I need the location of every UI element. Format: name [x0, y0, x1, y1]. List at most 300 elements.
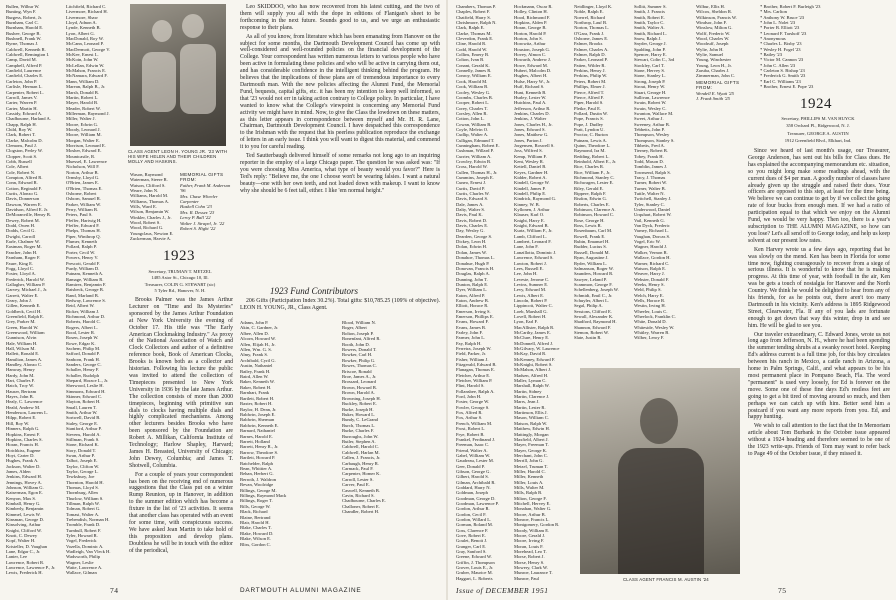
list-item: Kaiserman, Egon E.: [6, 490, 43, 496]
list-item: Byrne, Thomas J.: [6, 41, 39, 47]
list-item: Bowers, Donald T.: [342, 347, 377, 353]
list-item: Follansbee, Ralph A.: [456, 388, 495, 394]
list-item: Cotton, Reginald F.: [6, 185, 42, 191]
list-item: Norton, Arthur B.: [66, 169, 99, 175]
list-item: Robinson, Clarence A.: [574, 207, 616, 213]
list-item: Mattingly, Morgan: [514, 431, 549, 437]
list-item: Rowell, Frank E.: [574, 233, 606, 239]
secretary-address: 358 Orchard Pl., Ridgewood, N. J.: [786, 123, 850, 128]
list-item: Flanagan, Thomas E.: [456, 367, 495, 373]
list-item: Bartlett, Robert H.: [240, 395, 275, 401]
contributor-list-col4: [634, 4, 692, 364]
list-item: Cook, William B.: [456, 84, 489, 90]
list-item: Baird, Allen W.: [240, 374, 269, 380]
list-item: Meader, Robert W.: [66, 105, 101, 111]
list-item: Carver, Paul E.: [342, 482, 370, 488]
issue-date: Issue of DECEMBER 1951: [456, 586, 549, 595]
list-item: Cotton, John L.: [456, 116, 485, 122]
list-item: Plumer, Kenneth: [66, 239, 97, 245]
list-item: Dolan, James W.: [456, 249, 487, 255]
list-item: Gruber, Maurice M.: [456, 570, 493, 576]
list-item: Piper, Harold S.: [574, 100, 604, 106]
list-item: Hurley, Lester W.: [514, 94, 547, 100]
list-item: Cline, Harold R.: [456, 41, 487, 47]
list-item: Moore, Edwin G.: [66, 121, 99, 127]
list-item: Camp, David M.: [6, 57, 37, 63]
list-item: Horan, George B.: [514, 25, 547, 31]
list-item: Hood, Richmond F.: [514, 14, 551, 20]
list-item: Almy, Frank S.: [240, 352, 269, 358]
list-item: Pierce, Alfred T.: [574, 89, 605, 95]
list-item: Kimberly, Benjamin: [6, 506, 44, 512]
list-item: Healy, C. Lawrence: [6, 399, 43, 405]
list-item: O'Gara, Frank J.: [574, 30, 605, 36]
list-item: Fitzgerald, Edward B.: [456, 362, 497, 368]
list-item: Holley, Clinton H.: [514, 9, 548, 15]
treasurer-line: Treasurer, GEORGE A. AUSTIN: [787, 131, 849, 136]
list-item: Goodman, George D.: [456, 495, 496, 501]
list-item: Sanders, George C.: [66, 362, 102, 368]
list-item: Cummins, Joseph E.: [456, 175, 494, 180]
list-item: Raymond, Ira M.: [574, 148, 606, 154]
list-item: Archibald, Cyril G.: [240, 357, 276, 363]
list-item: Ford, John H.: [456, 394, 482, 400]
list-item: Stockley, Carl T.: [634, 62, 665, 68]
list-item: Lee, John H.: [514, 271, 538, 277]
list-item: Carmack, Paul F.: [342, 465, 374, 471]
list-item: Riley, Gerald E.: [574, 185, 604, 191]
list-item: Phillips, Elmer J.: [574, 84, 606, 90]
list-item: Bushee, George B.: [6, 30, 41, 36]
contributor-list-col5: [696, 4, 754, 84]
list-item: Watson, Ralph E.: [634, 265, 667, 271]
list-item: Buker, Howard L.: [342, 411, 376, 417]
list-item: Jones, Matthew G.: [514, 132, 549, 138]
list-item: Pletke, Paul E.: [574, 105, 602, 111]
list-item: Horton, Harold P.: [514, 30, 547, 36]
list-item: Frederick, Harold W.: [6, 276, 45, 282]
list-item: Sortwell, David B.: [66, 415, 101, 421]
paragraph: Our traveler extraordinary, C. Edward Jones, wrote us not long ago from Jefferson, N. H., where he had been spending the summer tending shrubs at a swanky resort hotel. Keeping Ed's address current is a full time job, for this boy circulates between his ranch in Mexico, a cattle ranch in Arizona, a home in Palm Springs, Calif., and what appears to be his most permanent place in Pompano Beach, Fla. The word "permanent" is used very loosely, for Ed is forever on the move. Some one of these fine days Ed's restless feet are going to get a bit tired of moving around so much, and then perhaps we can catch up with him. Better send him a postcard if you want any more reports from you. Ed, and happy hunting.: [748, 331, 890, 421]
list-item: Grey, Parker M.: [6, 319, 36, 325]
list-item: Wason, Raymond: [130, 172, 163, 177]
list-item: James, Alden: [6, 468, 31, 474]
paragraph: Brooks Palmer was the James Arthur Lecturer on "Time and Its Mysteries" sponsored by the James Arthur Foundation at New York University the evening of October 17. His title was "The Early American Clockmaking Industry." As proxy of the National Association of Watch and Clock Collectors and author of a definitive reference book, Book of American Clocks, Brooks is known both as a collector and historian. Following his lecture the public was invited to attend the collection of Timepieces presented to New York University in 1936 by the late James Arthur. The collection consists of more than 2000 timepieces, beginning with primitive sun dials to clocks having multiple dials and highly complicated mechanisms. Among other lecturers besides Brooks who have been sponsored by the Foundation are Robert A. Millikan, California Institute of Technology; Harlow Shapley, Harvard; James H. Breasted, University of Chicago; John Dewey, Columbia; and James T. Shotwell, Columbia.: [129, 297, 233, 469]
list-item: Geary, John J.: [6, 297, 32, 303]
list-item: Ryan, Augustine J.: [574, 255, 609, 261]
list-item: McMahon, Albert J.: [514, 367, 552, 373]
list-item: Cuneo, Ernest J.: [456, 180, 487, 186]
list-item: Marrs, Jean J.: [514, 399, 540, 405]
list-item: Hayes, John B.: [6, 394, 34, 400]
list-item: Youngclaus, Newton E.: [130, 230, 174, 236]
list-item: Knight, Edward B.: [514, 223, 549, 229]
list-item: Goddard, Harry N.: [456, 484, 491, 490]
list-item: McCarthy, James E.: [514, 329, 551, 335]
list-item: Redway, Lawrence S.: [66, 297, 107, 303]
list-item: Barrow, Theodore S.: [240, 449, 279, 455]
list-item: Ryder, William L.: [574, 260, 608, 266]
list-item: Butler, Stephen A.: [342, 438, 376, 444]
list-item: Williams, Harold M.: [130, 193, 169, 199]
list-item: Moore, Arthur B.: [514, 511, 546, 517]
list-item: Muessel, E. Lawrence: [66, 158, 107, 164]
list-item: Gordon, Willard L.: [456, 517, 492, 522]
list-item: Carleton, John P.: [6, 78, 38, 84]
list-item: MacDonald, Roy W.: [66, 36, 104, 42]
list-item: Fay, Ralph H.: [456, 340, 482, 346]
contributor-list-col1: [6, 4, 64, 582]
list-item: Cole, Albert: [6, 164, 29, 170]
list-item: Strout, Henry W.: [634, 84, 666, 90]
list-item: Blaine, Bertrand: [240, 514, 271, 520]
right-page: [448, 0, 896, 600]
list-item: Montgomery, Gordon R.: [514, 522, 560, 528]
list-item: Raisbeck, George B.: [66, 287, 104, 293]
list-item: Story, Donald T.: [66, 447, 97, 453]
list-item: Field, Parker, Jr.: [456, 351, 487, 357]
list-item: Sanborn, Frank H.: [66, 356, 100, 362]
list-item: Frankel, Ferdinand J.: [456, 436, 496, 442]
list-item: MacDermott, George V.: [66, 46, 111, 52]
list-item: Monroe, Francis L.: [514, 517, 550, 522]
list-item: Lawrence, Edward S.: [514, 255, 554, 261]
list-item: Davis, Charles E.: [456, 223, 489, 229]
list-item: Curtis, Charles W.: [456, 191, 490, 197]
list-item: Richmond, Arthur D.: [66, 313, 106, 319]
list-item: Van Dyck, Frederic: [634, 223, 670, 229]
list-item: Sherwood, Leslie H.: [66, 383, 104, 389]
list-item: Foster, Lloyd A.: [6, 271, 36, 277]
list-item: Clark, Robert T.: [6, 132, 36, 138]
list-item: Miller, Harold C.: [514, 468, 546, 474]
list-item: Batchelder, Ralph: [240, 460, 273, 466]
list-item: Davis, Paul K.: [456, 212, 483, 218]
list-item: Currier, William A.: [456, 153, 492, 159]
list-item: Haggart, L. Roberts: [456, 575, 493, 581]
list-item: Chatfield, Harry S.: [456, 14, 491, 20]
list-item: Wilber, Leroy F.: [634, 335, 665, 341]
list-item: Burke, Joseph H.: [342, 406, 374, 412]
list-item: Kent, Wesley R.: [514, 158, 544, 164]
list-item: Davis, Donnerson: [6, 196, 40, 202]
list-item: Smith, Walter A.: [634, 25, 665, 31]
list-item: Munroe, Paul: [514, 575, 540, 581]
list-item: Talbot, Joseph E.: [66, 458, 98, 464]
list-item: Knott, C. Dewey: [6, 533, 38, 539]
list-item: Weare, John N.: [130, 188, 159, 194]
list-item: McNamara, Edward F.: [66, 73, 108, 79]
list-item: Johnson, William G.: [6, 484, 44, 490]
list-item: Chadbourne, Harland A.: [6, 116, 51, 122]
list-item: Garrett, Walter E.: [6, 292, 39, 298]
list-item: Thornton, Harold H.: [66, 479, 104, 485]
list-item: Carroll, Lester S.: [342, 476, 374, 482]
secretary-line: Secretary, PHILLIPS M. VAN HUYCK: [781, 116, 855, 121]
list-item: Conroy, William E.: [456, 73, 492, 79]
list-item: Foster, George W.: [456, 399, 490, 405]
list-item: Thornburg, Allen: [66, 490, 98, 496]
list-item: Wilbur, Ellis H.: [696, 4, 725, 9]
list-item: Dalty, Walter S.: [456, 207, 486, 213]
list-item: Rose, George H.: [574, 217, 605, 223]
list-item: Tebbetts, John P.: [634, 126, 665, 132]
list-item: Hughes, Frank A.: [6, 458, 39, 464]
list-item: Conn, Edward R.: [6, 180, 38, 186]
list-item: Livermore, Shaw: [66, 14, 98, 20]
list-item: Simmons, Edward H.: [66, 388, 106, 394]
list-item: Cobb, Russell: [6, 158, 32, 164]
list-item: Eaton, Andrew B.: [456, 297, 489, 303]
list-item: Hughes, Albert H.: [514, 73, 548, 79]
list-item: White, Donald D.: [634, 319, 667, 325]
list-item: French, William M.: [456, 420, 493, 426]
list-item: Knight, Harry E.: [514, 217, 545, 223]
list-item: Earle, Chalmer W.: [6, 239, 40, 245]
list-item: [456, 581, 512, 582]
fund-intro: [240, 298, 440, 320]
list-item: Saunders, Howard R.: [574, 271, 614, 277]
list-item: Williams, Thomas A.: [130, 198, 170, 204]
list-item: Ramirez, Benjamin F.: [66, 281, 107, 287]
list-item: McClure, Henry E.: [514, 335, 550, 341]
list-item: Vogel, Eric W.: [634, 239, 661, 245]
list-item: Tyler, Howard R.: [66, 533, 98, 539]
list-item: Green, Harold W.: [6, 324, 39, 330]
list-item: Noble, Ralph E.: [574, 9, 604, 15]
list-item: Waterman, Steere R.: [130, 177, 168, 183]
list-item: Miller, Louis A.: [514, 479, 544, 485]
list-item: Moore, William M.: [66, 132, 102, 138]
list-item: Howarth, Andrew J.: [514, 57, 551, 63]
list-item: Peters, Paul S.: [66, 212, 93, 218]
list-item: Swanton, Wallace M.: [634, 110, 674, 116]
list-item: Geer, Donald P.: [456, 463, 485, 469]
list-item: * Leonard F. Tarshoff '23: [760, 30, 807, 36]
list-item: Parker, William W.: [66, 201, 102, 207]
list-item: [514, 581, 572, 582]
paragraph: We wish to call attention to the fact that the In Memoriam article about Tom Burbank in the October issue appeared without a 1924 heading and therefore seemed to be one of the 1923 write-ups. Friends of Tom may want to refer back to Page 49 of the October issue, if they missed it.: [748, 423, 890, 457]
list-item: Kinsolving, Arthur: [6, 522, 41, 528]
list-item: Slayton, Robert H.: [66, 399, 101, 405]
list-item: Leveste, Jerome C.: [514, 276, 550, 282]
list-item: Caswell, Kenneth B.: [342, 487, 381, 493]
list-item: Burgess, Robert, Jr.: [6, 14, 43, 20]
list-item: Donahoe, Thomas L.: [456, 255, 495, 261]
list-item: Jorgensen, Roswell S.: [514, 142, 555, 148]
list-item: Garvey, Michael J., Jr.: [6, 287, 48, 293]
list-item: * Brother, Robert F. Burleigh '23: [760, 4, 821, 9]
list-item: Carlisle, Herman L.: [6, 84, 43, 90]
list-item: Bullen, Wilbur W.: [6, 4, 40, 9]
fund-list-col-b: [342, 320, 440, 578]
list-item: Child, Roy W.: [6, 126, 33, 132]
list-item: Millerman, Raymond J.: [66, 110, 110, 116]
list-item: Chadbourne, Charles E.: [342, 498, 386, 504]
list-item: Canfield, Charles E.: [6, 73, 44, 79]
list-item: Kristeller, D. Vaughan: [6, 543, 48, 549]
year-heading-1924: 1924: [800, 96, 832, 112]
list-item: Coombs, Charles B.: [456, 94, 494, 100]
list-item: Smith, Richard L.: [634, 30, 667, 36]
list-item: McLellan, Edwin W.: [66, 62, 105, 68]
list-item: Cavin, Richard S.: [342, 493, 375, 498]
list-item: Bushnell, Frank W.: [6, 36, 42, 42]
list-item: Horowitz, Arthur: [514, 41, 546, 47]
list-item: Roberts, Harold C.: [66, 319, 101, 325]
fund-intro-text: 206 Gifts (Participation Index 30.2%). Total gifts: $10,785.25 (109% of objective). LEON H. YOUNG, JR., Class Agent.: [240, 298, 440, 311]
list-item: Loeb, Marshall G.: [514, 308, 548, 314]
list-item: Vozella, Dominic A.: [66, 543, 104, 549]
list-item: Friend, Walter A.: [456, 447, 488, 453]
list-item: Hockmann, Oscar R.: [514, 4, 553, 9]
list-item: Vogel, Frederick: [66, 538, 97, 544]
list-item: Hoyt, Carter D.: [6, 452, 35, 458]
list-item: Lovell, Robert H.: [514, 313, 547, 319]
list-item: Burke, Charles F.: [342, 428, 375, 434]
paragraph: As all of you know, from literature which has been emanating from Hanover on the subject for some months, the Dartmouth Development Council has come up with well-considered and well-rounded policies on the financial development of the College. Your correspondent has written numerous letters to various people who have been active in formulating these policies and who will be active in carrying them out, and has considerable confidence in the intelligent thinking behind the program. He believes that the implications of these plans are of tremendous importance to every Dartmouth man. With the new policies affecting the Alumni Fund, the Memorial Fund, bequests, capital gifts, etc. it has been my intention to keep well informed, so that '23 would not err in taking action contrary to College policy. In particular, I have wanted to know what the College's viewpoint is concerning any Memorial Fund activity we might have in mind. Now, to give the Class the lowdown on these matters, as this letter appears in correspondence between myself and Mr. H. R. Lane, Chairman, Dartmouth Development Council. I have despatched this correspondence to the Irishman with the request that his peerless publication reproduce the exchange of letters in an early issue. I think you will want to digest this material, and commend it to you for careful reading.: [240, 33, 440, 151]
list-item: Cole, Robert N.: [6, 169, 36, 175]
list-item: Pratt, Lyndon U.: [574, 126, 605, 132]
list-item: Osborne, Robert: [66, 191, 97, 197]
memorial-gifts-1924: [696, 80, 756, 102]
list-item: Clark, Ralph E.: [456, 25, 485, 31]
list-item: Granger, Carl E.: [456, 543, 487, 549]
class-agent-photo-1924: [580, 368, 740, 574]
list-item: Connelly, James R.: [456, 68, 492, 74]
list-item: Davis, Robert D.: [456, 217, 488, 223]
list-item: Milton, George F.: [514, 495, 547, 501]
list-item: Maxfield, Albert J.: [514, 436, 549, 442]
list-item: Chapp, Ralph H.: [6, 121, 37, 127]
list-item: Carpenter, Robert L.: [6, 89, 44, 95]
list-item: Wadsworth, Philip: [66, 554, 101, 560]
memorial-heading: MEMORIAL GIFTS FROM:: [696, 80, 740, 91]
list-item: Horton, John S.: [514, 36, 543, 42]
list-item: Tewksbury, Joe: [66, 474, 95, 480]
list-item: * Anonymous: [760, 36, 786, 42]
list-item: Hulse, Harry W., Jr.: [514, 78, 551, 84]
list-item: Dearden, George S.: [456, 233, 493, 239]
list-item: Gabel, William W.: [456, 452, 491, 458]
list-item: Sachem, Philip M.: [66, 346, 101, 351]
list-item: Tolman, Robert G.: [66, 506, 101, 512]
list-item: Smith, J. Francis: [634, 9, 665, 15]
list-item: McKenney, Edward F.: [514, 356, 556, 362]
list-item: Morse, Henry S.: [514, 559, 545, 565]
list-item: Lewis, Frederick H.: [6, 570, 43, 576]
list-item: Sewall, Alexander K.: [574, 313, 614, 319]
list-item: Hilpp, Robert E.: [6, 415, 37, 421]
list-item: Kimball, Henry G.: [6, 500, 41, 506]
list-item: Hovey, Almon C.: [514, 52, 547, 58]
fund-list-col-a: [240, 320, 338, 578]
list-item: Safford, Donald P.: [66, 351, 100, 357]
list-item: Bliss, Gordon C.: [240, 541, 271, 547]
list-item: O'Brien, James E.: [66, 180, 99, 186]
list-item: Zuckerman, Harvie A.: [130, 236, 172, 242]
list-item: Mann, William D.: [66, 78, 100, 84]
list-item: Clarke, Thomas M.: [456, 30, 492, 36]
contributor-list-col2: [66, 4, 124, 582]
list-item: Robert S. Hight '22: [180, 226, 216, 232]
list-item: Walter J. Strapel, Jr. '22: [180, 220, 225, 226]
list-item: * Earl C. Williams '23: [760, 78, 801, 84]
list-item: Snyder, George J.: [634, 41, 667, 47]
list-item: Carpenter, Homer K.: [342, 471, 381, 477]
list-item: Browning, Joseph H.: [342, 395, 381, 401]
list-item: Gordon, Arthur R.: [456, 506, 490, 512]
list-item: Rosen, Joseph W.: [66, 335, 99, 341]
contributor-list-col2: [514, 4, 572, 582]
list-item: Broe, James A., Jr.: [342, 374, 377, 380]
list-item: Eastman, Roger M.: [6, 244, 42, 250]
list-item: Greenwood, William: [6, 329, 45, 335]
list-item: MacAllister, Ralph R.: [514, 324, 555, 330]
list-item: Wagner, Harold J.: [634, 244, 668, 250]
list-item: Jones, Parton J.: [514, 137, 543, 143]
list-item: Skinner, Edward C.: [66, 394, 103, 400]
list-item: Gallagher, William P.: [6, 281, 46, 287]
list-item: Codd, Harold W.: [456, 46, 488, 52]
class-news-1923-continued: [240, 4, 440, 284]
list-item: * Brother, Ernest E. Pope '23: [760, 84, 814, 90]
list-item: Jones, Edward S.: [514, 126, 546, 132]
list-item: Rubin, Emanuel H.: [574, 239, 610, 245]
list-item: Crowley, Edwin B.: [456, 158, 492, 164]
list-item: Hotchkiss, Eugene: [6, 447, 41, 453]
list-item: Fletcher, William P.: [456, 378, 493, 384]
list-item: Snow, Ralph J.: [634, 36, 662, 42]
list-item: Compton, Alfred R.: [6, 175, 43, 180]
list-item: Allen, Wm. G. S.: [240, 347, 272, 353]
list-item: Hamilton, James A.: [6, 356, 43, 362]
contributor-list-col3: [574, 4, 632, 364]
list-item: Cunningham, Robert E.: [456, 142, 500, 148]
list-item: Lanzillotta, Dominic J.: [514, 249, 557, 255]
list-item: Faure, King E.: [6, 260, 34, 266]
list-item: Wallace, Gilman: [66, 570, 97, 576]
list-item: Peters, Robert M.: [574, 78, 607, 84]
list-item: Mayer, Harold B.: [66, 100, 99, 106]
list-item: Chandler, Robert H.: [342, 509, 380, 515]
list-item: Wood, Robert S.: [130, 220, 161, 226]
list-item: Hopkins, Charles S.: [6, 436, 43, 442]
list-item: * Frederick G. Smith '23: [760, 73, 806, 79]
list-item: Clemons, Paul J.: [6, 142, 37, 148]
list-item: Townsend, Ralph S.: [634, 169, 671, 175]
list-item: Bean, Whittier A.: [240, 465, 273, 471]
list-item: Douglas, Ralph A.: [456, 271, 490, 277]
paragraph: Leo SKIDDOO, who has now recovered from his latest cutting, and the two of them will supply you all with the dope in editions of Flanigan's sheet to be forthcoming in the next future. Sounds good to us, and we urge an enthusiastic response to their plans.: [240, 4, 440, 31]
list-item: Cowan, William B.: [456, 121, 492, 127]
list-item: Bonenfant, Alfred R.: [342, 336, 381, 342]
memorial-gifts-1923: [180, 172, 232, 231]
list-item: Tracy, J. Thomas: [634, 175, 666, 180]
list-item: * Anthony W. Bruce '23: [760, 14, 805, 20]
list-item: Billings, Roger T.: [240, 498, 273, 504]
list-item: Booth, John D.: [342, 341, 370, 347]
list-item: Hart, Charles F.: [6, 378, 35, 384]
list-item: Warner, Richard C.: [634, 260, 670, 266]
list-item: Chrishmore, Ralph N.: [456, 20, 497, 26]
list-item: Morrison, Leonard E.: [66, 142, 106, 148]
list-item: Cook, Harold M.: [456, 78, 488, 84]
list-item: Wood, Richard G.: [130, 225, 164, 231]
list-item: Jennings, Hovey A.: [6, 479, 42, 485]
list-item: Billings, George M.: [240, 487, 277, 493]
list-item: Hill, Roy W.: [6, 420, 30, 426]
